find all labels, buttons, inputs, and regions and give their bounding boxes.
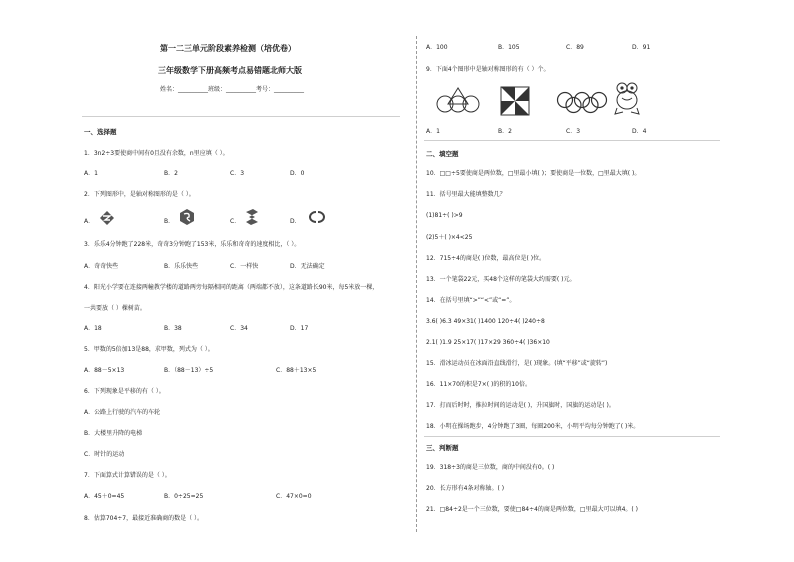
q4-option-b: B．38 bbox=[164, 325, 182, 332]
question-2: 2．下列图形中，是轴对称图形的是（ ）。 bbox=[84, 191, 195, 198]
q5-option-c: C．88＋13×5 bbox=[276, 367, 317, 374]
question-4-line2: 一共要放（ ）棵树苗。 bbox=[84, 305, 146, 312]
section-separator bbox=[424, 436, 720, 437]
question-20: 20．长方形有4条对称轴。( ) bbox=[426, 485, 505, 492]
q9-option-c: C．3 bbox=[566, 128, 581, 135]
section-separator bbox=[82, 116, 400, 117]
question-14-row2: 2.1( )1.9 25×17( )17×29 360÷4( )36×10 bbox=[426, 339, 550, 346]
q3-option-d: D．无法确定 bbox=[290, 263, 325, 270]
q5-option-a: A．88－5×13 bbox=[84, 367, 125, 374]
q3-option-a: A．奇奇快些 bbox=[84, 263, 119, 270]
question-15: 15．滑冰运动员在冰面沿直线滑行，是( )现象。(填“平移”或“旋转”) bbox=[426, 360, 608, 367]
q1-option-b: B．2 bbox=[164, 170, 178, 177]
question-5: 5．甲数的5倍加13是88，求甲数，列式为（ ）。 bbox=[84, 346, 214, 353]
q9-option-a: A．1 bbox=[426, 128, 440, 135]
logo-hexagon-swirl-icon bbox=[178, 208, 196, 226]
question-3: 3．乐乐4分钟跑了228米，奇奇3分钟跑了153米，乐乐和奇奇的速度相比，（ ）。 bbox=[84, 241, 301, 248]
q9-option-d: D．4 bbox=[632, 128, 647, 135]
question-17: 17．打而后时时，推拉时间的运动是( )，升国旗时，国旗的运动是( )。 bbox=[426, 402, 615, 409]
q7-option-a: A．45＋0=45 bbox=[84, 493, 125, 500]
question-21: 21．□84÷2是一个三位数，要使□84÷4的商是两位数，□里最大可以填4。( ) bbox=[426, 506, 639, 513]
question-9: 9．下面4个图形中是轴对称图形的有（ ）个。 bbox=[426, 66, 550, 73]
q1-option-d: D．0 bbox=[290, 170, 305, 177]
three-circles-triangle-icon bbox=[436, 86, 480, 116]
q8-option-b: B．105 bbox=[498, 44, 520, 51]
q2-option-a: A． bbox=[84, 218, 95, 225]
pinwheel-square-icon bbox=[500, 86, 530, 116]
question-4-line1: 4．阳光小学要在连接两幢教学楼的道路两旁每隔相同的距离（两端都不放），这条道路长90米，每5米放一棵， bbox=[84, 284, 379, 291]
question-14: 14．在括号里填“>”“<”或“=”。 bbox=[426, 297, 516, 304]
question-12: 12．715÷4的商是( )位数，最高位是( )位。 bbox=[426, 255, 546, 262]
frog-figure-icon bbox=[614, 82, 640, 116]
logo-suzuki-s-icon bbox=[244, 208, 260, 226]
question-13: 13．一个笔袋22元，买48个这样的笔袋大约需要( )元。 bbox=[426, 276, 576, 283]
q2-option-c: C． bbox=[230, 218, 241, 225]
q4-option-a: A．18 bbox=[84, 325, 102, 332]
q7-option-b: B．0÷25=25 bbox=[164, 493, 204, 500]
logo-s-shape-icon bbox=[98, 210, 116, 226]
q8-option-c: C．89 bbox=[566, 44, 584, 51]
q4-option-d: D．17 bbox=[290, 325, 309, 332]
worksheet-title: 第一二三单元阶段素养检测（培优卷） bbox=[160, 44, 296, 53]
section-fill-heading: 二、填空题 bbox=[426, 150, 459, 158]
question-18: 18．小明在操场跑步，4分钟跑了3圈，每圈200米，小明平均每分钟跑了( )米。 bbox=[426, 423, 640, 430]
question-1: 1．3n2÷3要使商中间有0且没有余数，n里应填（ ）。 bbox=[84, 150, 229, 157]
question-11-part1: (1)81÷( )>9 bbox=[426, 212, 463, 219]
q2-option-b: B． bbox=[164, 218, 175, 225]
logo-double-c-icon bbox=[306, 210, 328, 224]
q1-option-a: A．1 bbox=[84, 170, 98, 177]
section-judge-heading: 三、判断题 bbox=[426, 444, 459, 452]
q9-option-b: B．2 bbox=[498, 128, 512, 135]
student-info-line: 姓名：__________班级：__________考号：__________ bbox=[160, 86, 305, 93]
question-10: 10．□□÷5要使商是两位数，□里最小填( )；要使商是一位数，□里最大填( )。 bbox=[426, 170, 641, 177]
q3-option-b: B．乐乐快些 bbox=[164, 263, 199, 270]
question-11: 11．括号里最大能填整数几？ bbox=[426, 191, 506, 198]
q8-option-a: A．100 bbox=[426, 44, 448, 51]
q3-option-c: C．一样快 bbox=[230, 263, 259, 270]
q6-option-a: A．公路上行驶的汽车的车轮 bbox=[84, 409, 161, 416]
question-11-part2: (2)5＋( )×4<25 bbox=[426, 234, 473, 241]
question-6: 6．下列现象是平移的有（ ）。 bbox=[84, 388, 165, 395]
q7-option-c: C．47×0=0 bbox=[276, 493, 312, 500]
section-separator bbox=[424, 140, 720, 141]
question-8: 8．估算704÷7，最接近准确商的数是（ ）。 bbox=[84, 515, 204, 522]
q8-option-d: D．91 bbox=[632, 44, 651, 51]
q5-option-b: B．（88－13）÷5 bbox=[164, 367, 214, 374]
column-divider bbox=[416, 36, 417, 532]
olympic-rings-icon bbox=[556, 90, 608, 114]
q6-option-b: B．大楼里升降的电梯 bbox=[84, 430, 143, 437]
worksheet-subtitle: 三年级数学下册高频考点易错题北师大版 bbox=[158, 66, 302, 75]
q2-option-d: D． bbox=[290, 218, 301, 225]
section-choice-heading: 一、选择题 bbox=[84, 128, 117, 136]
q6-option-c: C．时针的运动 bbox=[84, 451, 125, 458]
q1-option-c: C．3 bbox=[230, 170, 245, 177]
question-19: 19．318÷3的商是三位数，商的中间没有0。( ) bbox=[426, 464, 555, 471]
question-7: 7．下面算式计算错误的是（ ）。 bbox=[84, 472, 171, 479]
question-16: 16．11×70的积是7×( )的积的10倍。 bbox=[426, 381, 532, 388]
q4-option-c: C．34 bbox=[230, 325, 248, 332]
question-14-row1: 3.6( )6.3 49×31( )1400 120÷4( )240÷8 bbox=[426, 318, 545, 325]
